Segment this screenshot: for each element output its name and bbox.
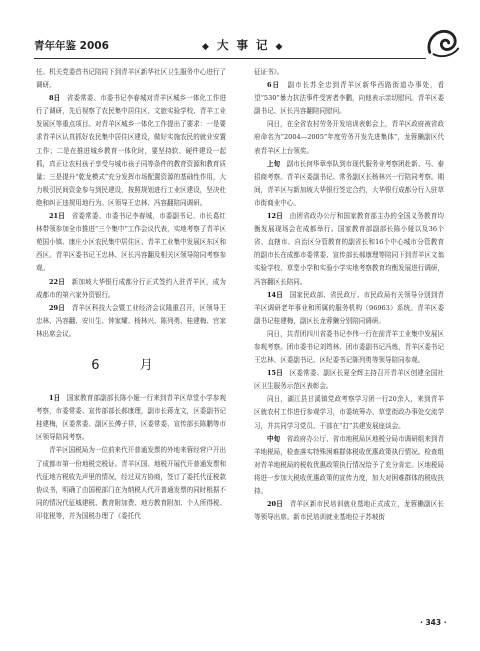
paragraph: 6日 副市长苏全忠到青羊区新华西路街道办事处，看望“530”暴力抗法事件受害者李鹏，向他表示亲切慰问。青羊区委副书记、区长冯容翻陪同慰问。 xyxy=(254,81,444,116)
paragraph: 21日 省委常委、市委书记李春城，市委副书记、市长葛红林带领参加全市推进“三个集中”工作会议代表，实地考察了青羊区苑国小镇、康庄小区农民集中居住区、青羊工业集中发展区东区和西区。青羊区委书记王忠林、区长冯容翻及相关区领导陪同考察参观。 xyxy=(36,212,227,273)
section-title-text: 大 事 记 xyxy=(216,38,270,52)
header-rule xyxy=(34,58,426,59)
page-header xyxy=(34,34,446,54)
paragraph: 同日，共青团四川省委书记李伟一行在前青羊工业集中发展区参观考察。团市委书记刘筠林、团市委副书记冯炼，青羊区委书记王忠林、区委副书记、区纪委书记陈列勇等领导陪同参观。 xyxy=(254,329,444,365)
paragraph: 14日 国家民政部、省民政厅、市民政局有关领导分别到青羊区调研老年事业和所属的服务机构（96963）系统。青羊区委副书记桂建梅，副区长龙蓉獭分别陪同调研。 xyxy=(254,290,444,325)
right-column xyxy=(254,66,444,524)
paragraph: 1日 国家教育部副部长陈小娅一行来到青羊区草堂小学参观考察，市委常委、宣传部部长郝康理，副市长蒋龙文，区委副书记桂建梅，区委常委、副区长傅子祥，区委常委、宣传部长陈鹏等市区领导陪同考察。 xyxy=(36,394,226,442)
paragraph: 29日 青羊区科技大会暨工业经济会议隆重召开，区领导王忠林、冯容翻、安川生、钟家耀、杨林兴、陈列勇、桂建梅、官家林出席会议。 xyxy=(36,303,226,338)
paragraph: 上旬 副市长何华章率队到市现代服务业考察团赴新、马、泰招商考察。青羊区委副书记、常务副区长杨林兴一行陪同考察。期间，青羊区与新加坡大华银行签定合约，大华银行成都分行入驻草市街商业中心。 xyxy=(254,159,444,207)
paragraph: 任、机关党委首书记陪同下到青羊区新华社区卫生服务中心进行了调研。 xyxy=(36,68,226,90)
paragraph: 中旬 省政府办公厅、省市地税局区地税分局市调研组来到青羊地税局，检查落实特殊困难群体税收优惠政策执行情况。检查组对青羊地税局的税收优惠政策执行情况给予了充分肯定。区地税局将进一步加大税收优惠政策的宣传力度，加大对困难群体的税收扶持。 xyxy=(254,434,444,495)
month-heading: 6 月 xyxy=(91,357,171,373)
left-column xyxy=(36,66,226,523)
yearbook-title: 青年年鉴 2006 xyxy=(34,40,109,52)
paragraph: 征证书》。 xyxy=(254,68,284,76)
paragraph: 12日 由团省政办公厅和国家教育部主办的全国义务教育均衡发展现场会在成都举行。国家教育部副部长陈小娅以及36个省、直辖市、自治区分管教育的副省长和16个中心城市分管教育的副市长在成都市委常委、宣传部长郝康理等陪同下到青羊区文翁实验学校、草堂小学和实验小学实地考察教育均衡发展进行调研，冯容翻区长陪同。 xyxy=(254,212,444,286)
paragraph: 青羊区国税局为一位前来代开普通发票的外地来蓉经营户开出了成都市第一份地税完税证。青羊区国、地税开展代开普通发票和代征地方税收先声里的情况，经过双方协商，签订了委托代征税款协议书，明确了由国税部门在为纳税人代开普通发票的同时根据不同的情况代征城建税、教育附加费、地方教育附加、个人所得税、印花税等，并为国税办理了《委托代 xyxy=(36,446,226,520)
diamond-right-icon: ◆ xyxy=(275,42,285,52)
paragraph: 20日 青羊区新市民培训就业基地正式成立，龙蓉獭副区长等领导出席。新市民培训就业基地位于苏坡街 xyxy=(254,500,444,522)
paragraph: 8日 省委常委、市委书记李春城对青羊区城乡一体化工作进行了调研，先后视察了农民集中居住区、文旅实验学校、青羊工业发展区等重点项目。对青羊区城乡一体化工作提出了要求：一是要求青羊区认真抓好农民集中居住区建设，做好实施农民的就业安置工作；二是在推进城乡教育一体化时，要坚持软、硬件建设一起抓，真正让农村孩子享受与城市孩子同等条件的教育资源和教育质量；三是提升“乾龙模式”充分发挥市场配置资源的基础性作用，大力吸引民间资金参与到民建设，按照规划进行工业区建设，坚决杜绝和纠正违规用地行为。区领导王忠林、冯容翻陪同调研。 xyxy=(36,94,227,207)
paragraph: 22日 新加坡大华银行成都分行正式签约入驻青羊区，成为成都市的第六家外资银行。 xyxy=(36,277,226,299)
page-number: · 343 · xyxy=(420,618,447,627)
swirl-emblem-icon xyxy=(424,24,462,58)
section-title xyxy=(202,37,284,53)
paragraph: 15日 区委常委、副区长夏全辉主持召开青羊区创建全国社区卫生服务示范区表彰会。 xyxy=(254,369,444,391)
paragraph: 同日，湖江县甘溪镇党政考察学习团一行20余人，来到青羊区就农村工作进行参观学习，市委统筹办、草堂街政办事处交流学习，并共同学习党员、干部在“打”共建发展座谈会。 xyxy=(254,395,444,430)
diamond-left-icon: ◆ xyxy=(202,42,211,52)
paragraph: 同日，在全省农村劳务开发培训表彰会上，青羊区政府被省政府命名为“2004—2005”年度劳务开发先进集体”，龙蓉獭副区代表青羊区上台领奖。 xyxy=(254,120,444,155)
